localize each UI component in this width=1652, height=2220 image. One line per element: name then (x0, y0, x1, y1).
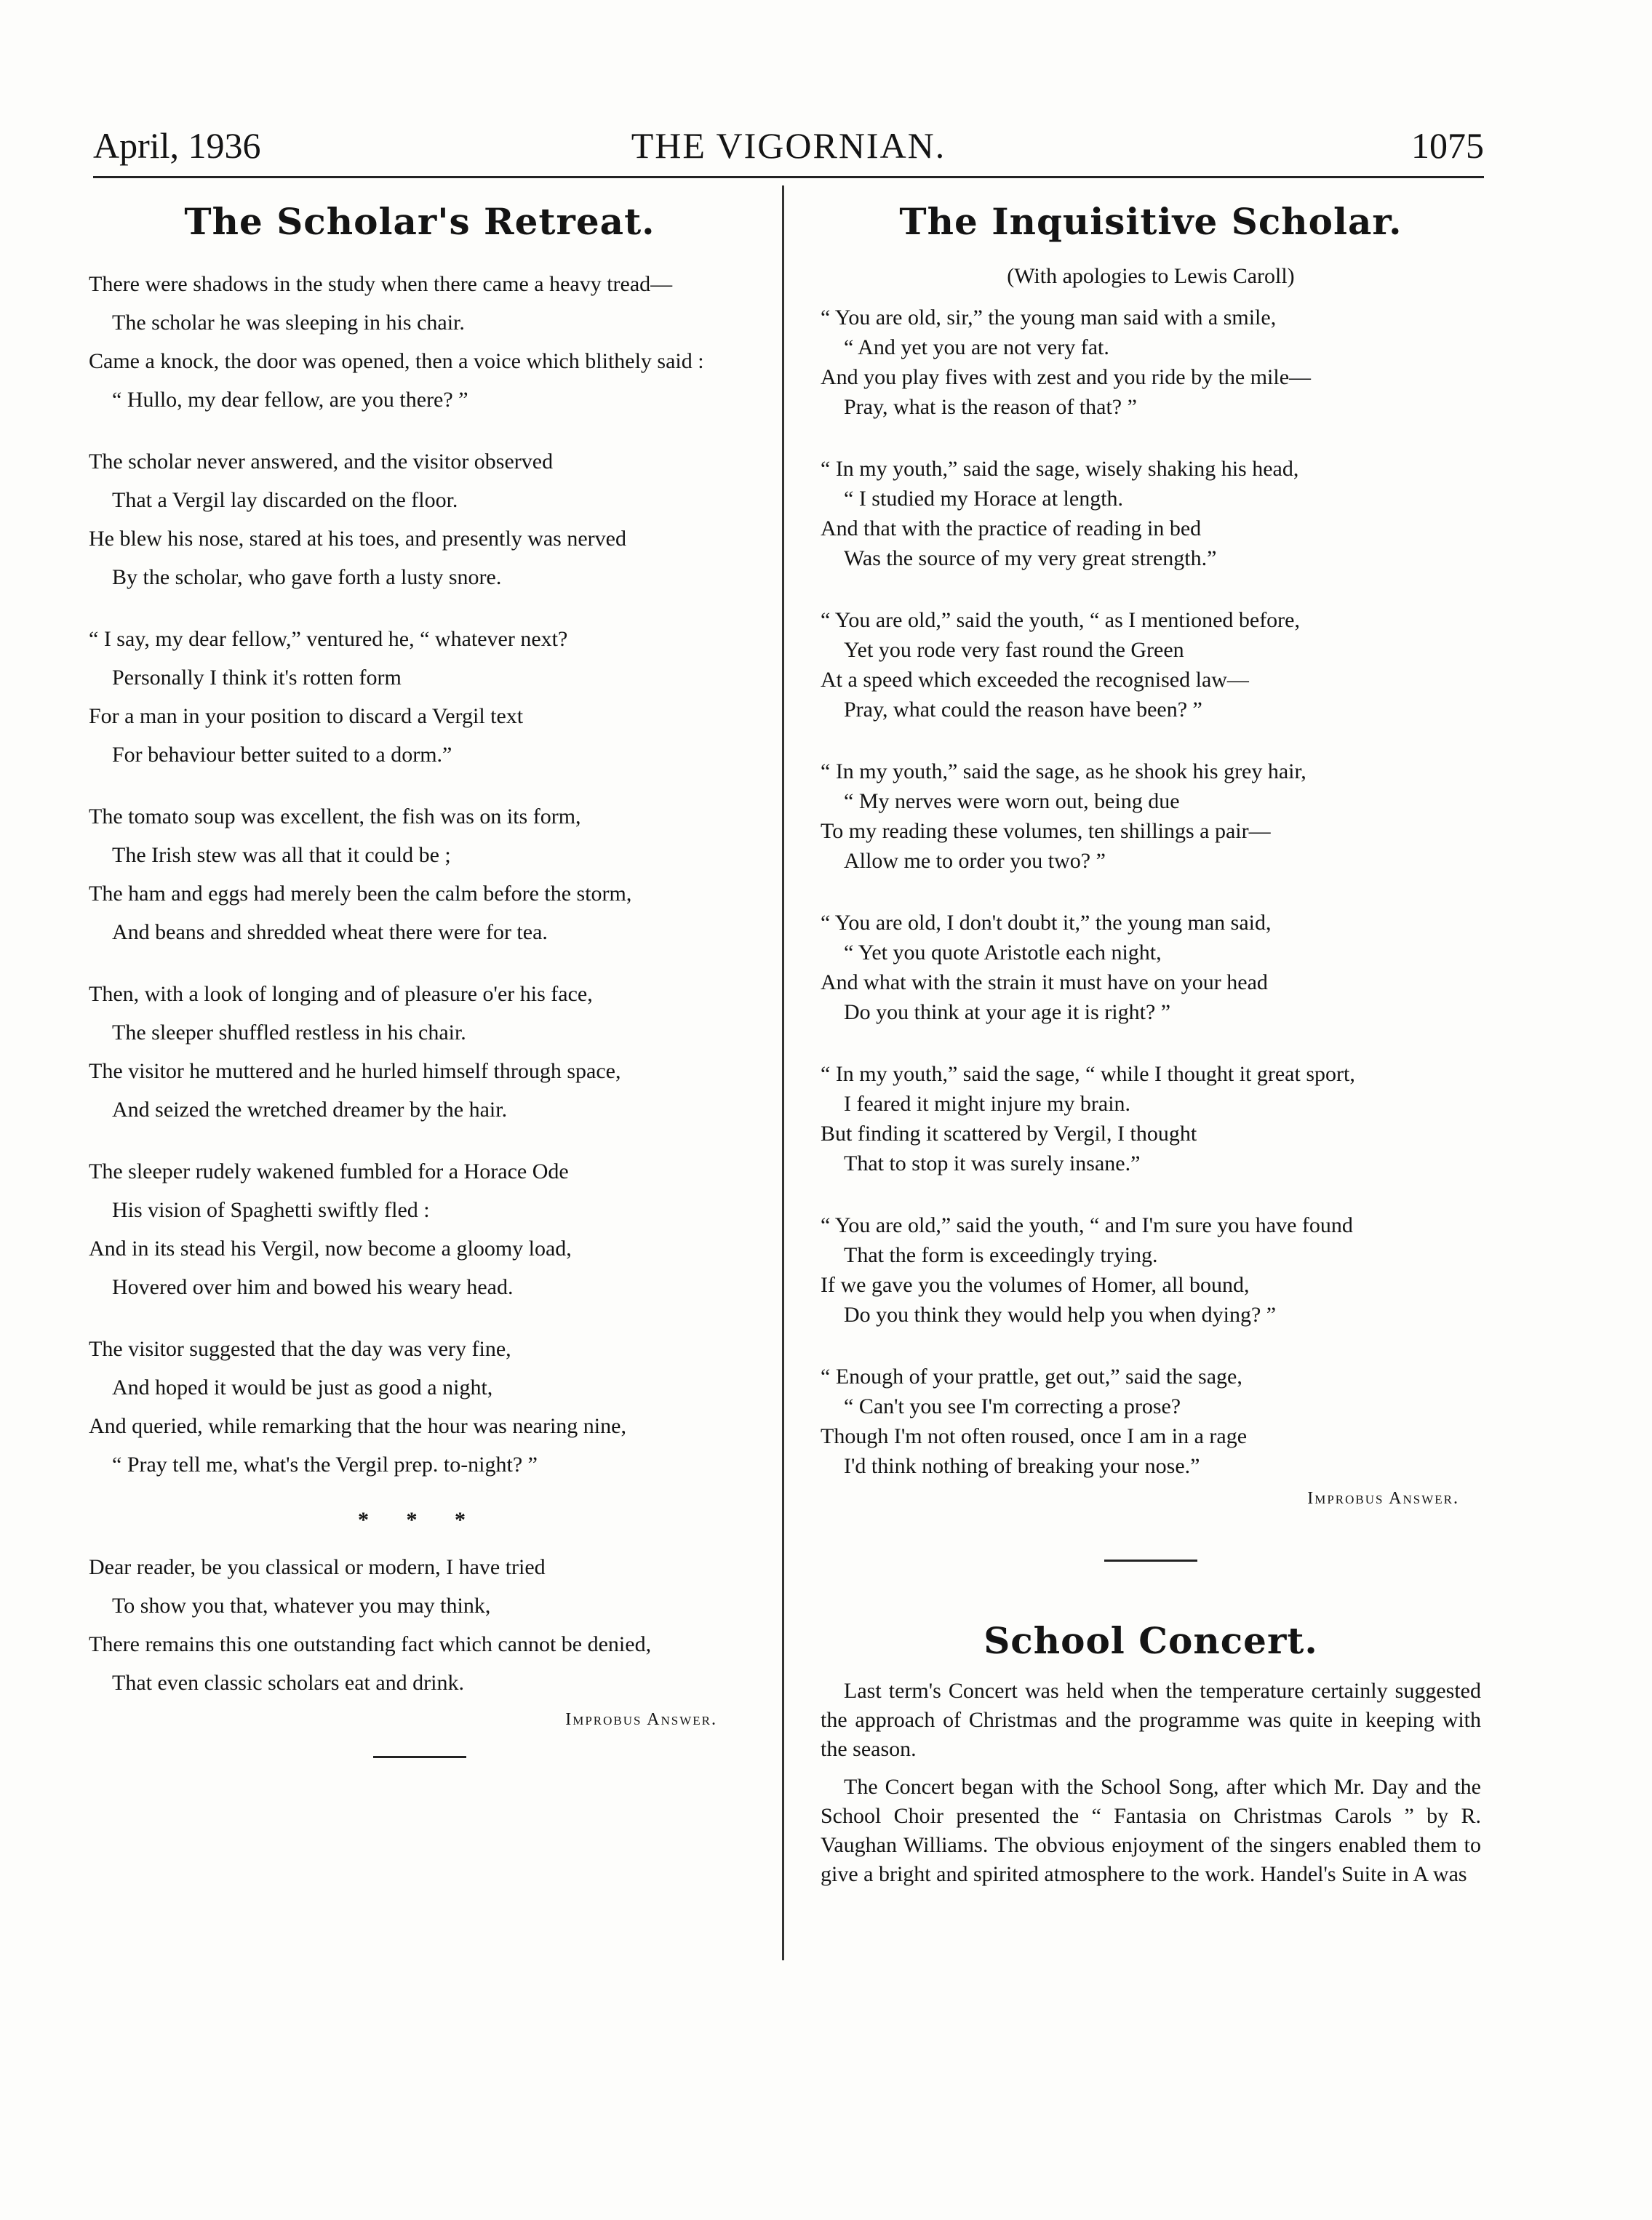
poem-line: And in its stead his Vergil, now become a gloomy load, (89, 1237, 572, 1261)
poem-line: His vision of Spaghetti swiftly fled : (112, 1198, 430, 1222)
poem-line: “ And yet you are not very fat. (844, 335, 1109, 359)
poem-stanza (89, 1552, 751, 1698)
poem-line: The Irish stew was all that it could be ; (112, 843, 451, 867)
poem-line: Do you think at your age it is right? ” (844, 1000, 1171, 1024)
author-signature: Improbus Answer. (1307, 1489, 1459, 1508)
poem-line: “ You are old,” said the youth, “ and I'm sure you have found (821, 1213, 1353, 1237)
poem-line: Though I'm not often roused, once I am in a rage (821, 1424, 1248, 1448)
school-concert-title: School Concert. (983, 1619, 1318, 1662)
poem-line: And that with the practice of reading in bed (821, 516, 1202, 540)
poem-line: That to stop it was surely insane.” (844, 1151, 1141, 1175)
running-head (93, 124, 1484, 175)
poem-stanza (821, 1059, 1481, 1178)
scholars-retreat-title: The Scholar's Retreat. (184, 200, 655, 243)
poem-line: The sleeper shuffled restless in his chair. (112, 1021, 466, 1045)
article-paragraph: Last term's Concert was held when the temperature certainly suggested the approach of Christmas and the programme was quite in keeping with the season. (821, 1679, 1481, 1761)
poem-line: The visitor suggested that the day was very fine, (89, 1337, 511, 1361)
poem-line: And what with the strain it must have on your head (821, 970, 1268, 994)
right-column (821, 196, 1481, 1898)
poem-line: There remains this one outstanding fact which cannot be denied, (89, 1632, 652, 1656)
poem-stanza (821, 1210, 1481, 1330)
poem-stanza (821, 756, 1481, 876)
poem-line: At a speed which exceeded the recognised law— (821, 668, 1249, 692)
article-paragraph: The Concert began with the School Song, after which Mr. Day and the School Choir presented the “ Fantasia on Christmas Carols ” by R. Vaughan Williams. The obvious enjoyment of the singers enabled them to give a bright and spirited atmosphere to the work. Handel's Suite in A was (821, 1775, 1481, 1886)
poem-line: “ You are old, sir,” the young man said with a smile, (821, 306, 1277, 330)
scholars-retreat-poem (89, 269, 751, 1698)
poem-stanza (89, 447, 751, 592)
end-rule (373, 1756, 466, 1758)
page-number: 1075 (1411, 125, 1484, 166)
poem-line: “ Enough of your prattle, get out,” said the sage, (821, 1365, 1242, 1389)
poem-stanza (821, 908, 1481, 1027)
section-break-asterisks: * * * (358, 1508, 482, 1532)
poem-stanza (89, 1334, 751, 1480)
poem-line: “ Pray tell me, what's the Vergil prep. to-night? ” (112, 1453, 538, 1477)
poem-line: Allow me to order you two? ” (844, 849, 1106, 873)
poem-line: That a Vergil lay discarded on the floor. (112, 488, 458, 512)
poem-line: The visitor he muttered and he hurled himself through space, (89, 1059, 621, 1083)
poem-line: To show you that, whatever you may think, (112, 1594, 491, 1618)
poem-line: “ You are old,” said the youth, “ as I mentioned before, (821, 608, 1300, 632)
poem-line: And queried, while remarking that the hour was nearing nine, (89, 1414, 626, 1438)
poem-line: Do you think they would help you when dying? ” (844, 1303, 1277, 1327)
poem-line: To my reading these volumes, ten shillings a pair— (821, 819, 1271, 843)
poem-line: “ You are old, I don't doubt it,” the young man said, (821, 911, 1272, 935)
section-rule (1104, 1560, 1197, 1562)
poem-line: If we gave you the volumes of Homer, all bound, (821, 1273, 1250, 1297)
poem-line: “ In my youth,” said the sage, “ while I thought it great sport, (821, 1062, 1355, 1086)
journal-title: THE VIGORNIAN. (631, 125, 946, 166)
author-signature: Improbus Answer. (565, 1710, 717, 1729)
inquisitive-scholar-title: The Inquisitive Scholar. (899, 200, 1402, 243)
poem-line: For a man in your position to discard a Vergil text (89, 704, 524, 728)
poem-stanza (821, 1362, 1481, 1481)
poem-line: By the scholar, who gave forth a lusty snore. (112, 565, 502, 589)
poem-stanza (89, 802, 751, 947)
issue-date: April, 1936 (93, 125, 261, 166)
inquisitive-scholar-subtitle: (With apologies to Lewis Caroll) (1007, 264, 1295, 288)
poem-line: Pray, what could the reason have been? ” (844, 698, 1202, 722)
column-divider (782, 185, 784, 1960)
poem-stanza (89, 1157, 751, 1302)
poem-stanza (821, 454, 1481, 573)
poem-line: There were shadows in the study when there came a heavy tread— (89, 272, 673, 296)
poem-line: I feared it might injure my brain. (844, 1092, 1131, 1116)
poem-line: “ Hullo, my dear fellow, are you there? ” (112, 388, 468, 412)
poem-line: The ham and eggs had merely been the calm before the storm, (89, 882, 632, 906)
poem-line: Then, with a look of longing and of pleasure o'er his face, (89, 982, 593, 1006)
poem-line: “ My nerves were worn out, being due (844, 789, 1180, 813)
poem-line: “ Yet you quote Aristotle each night, (844, 941, 1162, 965)
left-column (89, 196, 751, 1758)
poem-line: He blew his nose, stared at his toes, and presently was nerved (89, 527, 626, 551)
poem-line: Came a knock, the door was opened, then a voice which blithely said : (89, 349, 704, 373)
header-rule (93, 176, 1484, 178)
poem-line: Hovered over him and bowed his weary head. (112, 1275, 514, 1299)
poem-stanza (821, 605, 1481, 724)
poem-line: And beans and shredded wheat there were for tea. (112, 920, 548, 944)
poem-stanza (821, 303, 1481, 422)
poem-line: I'd think nothing of breaking your nose.” (844, 1454, 1200, 1478)
poem-line: “ I studied my Horace at length. (844, 487, 1124, 511)
poem-line: And seized the wretched dreamer by the hair. (112, 1098, 508, 1122)
school-concert-article (821, 1677, 1481, 1889)
poem-line: Dear reader, be you classical or modern, I have tried (89, 1555, 546, 1579)
poem-line: Pray, what is the reason of that? ” (844, 395, 1137, 419)
poem-line: “ Can't you see I'm correcting a prose? (844, 1394, 1181, 1418)
poem-line: Was the source of my very great strength.” (844, 546, 1217, 570)
poem-line: The scholar never answered, and the visitor observed (89, 450, 554, 474)
poem-line: For behaviour better suited to a dorm.” (112, 743, 452, 767)
poem-line: “ In my youth,” said the sage, as he shook his grey hair, (821, 759, 1306, 783)
poem-line: But finding it scattered by Vergil, I thought (821, 1122, 1197, 1146)
poem-stanza (89, 269, 751, 415)
poem-line: That the form is exceedingly trying. (844, 1243, 1158, 1267)
poem-line: Personally I think it's rotten form (112, 666, 402, 690)
poem-line: Yet you rode very fast round the Green (844, 638, 1184, 662)
poem-line: “ In my youth,” said the sage, wisely shaking his head, (821, 457, 1299, 481)
poem-line: The sleeper rudely wakened fumbled for a Horace Ode (89, 1159, 569, 1183)
poem-line: “ I say, my dear fellow,” ventured he, “ whatever next? (89, 627, 568, 651)
poem-line: The tomato soup was excellent, the fish was on its form, (89, 804, 581, 828)
poem-line: And you play fives with zest and you ride by the mile— (821, 365, 1312, 389)
poem-line: The scholar he was sleeping in his chair. (112, 311, 465, 335)
poem-line: And hoped it would be just as good a night, (112, 1375, 493, 1400)
poem-stanza (89, 979, 751, 1125)
poem-stanza (89, 624, 751, 770)
poem-line: That even classic scholars eat and drink. (112, 1671, 464, 1695)
inquisitive-scholar-poem (821, 303, 1481, 1481)
